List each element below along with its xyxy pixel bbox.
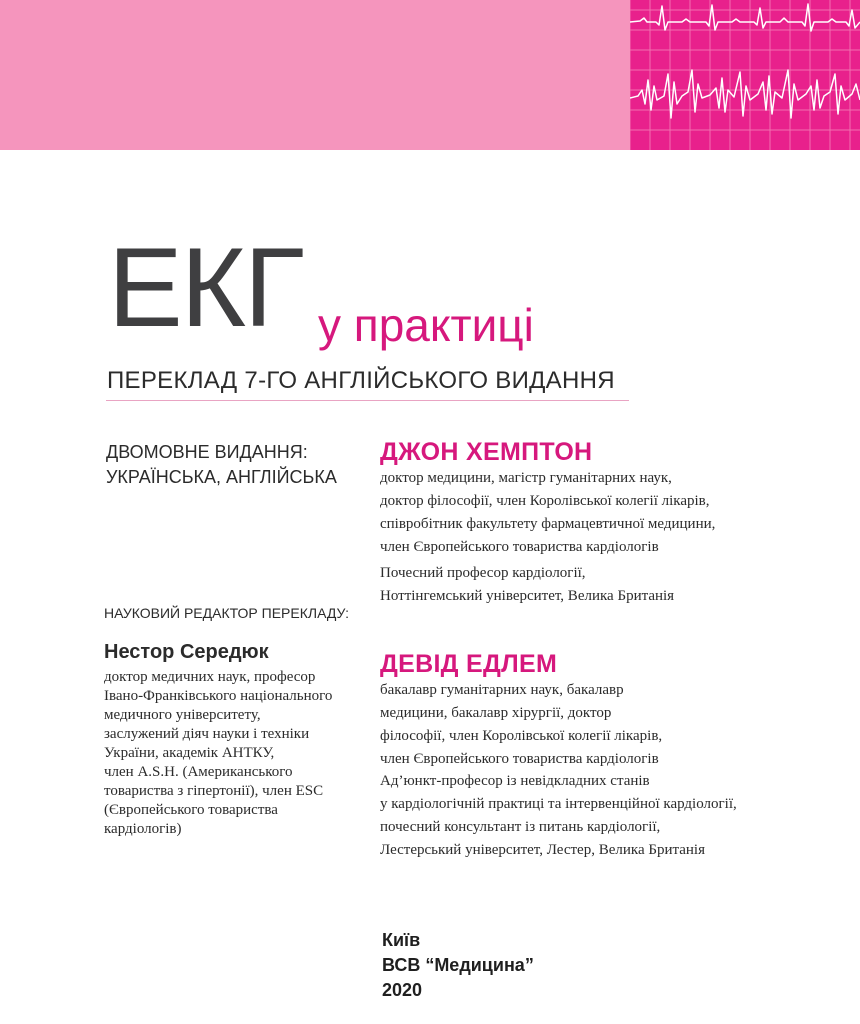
credential-line: доктор філософії, член Королівської колегії лікарів, <box>380 493 710 509</box>
credential-line: медицини, бакалавр хірургії, доктор <box>380 705 612 721</box>
ecg-trace-illustration <box>630 0 860 150</box>
scientific-editor-credentials <box>104 668 384 839</box>
credential-line: (Європейського товариства <box>104 802 278 818</box>
position-line: почесний консультант із питань кардіології, <box>380 819 661 835</box>
credential-line: член Європейського товариства кардіологів <box>380 539 659 555</box>
credential-line: філософії, член Королівської колегії лікарів, <box>380 728 663 744</box>
position-line: Ад’юнкт-професор із невідкладних станів <box>380 773 650 789</box>
credential-line: співробітник факультету фармацевтичної медицини, <box>380 516 716 532</box>
position-line: Ноттінгемський університет, Велика Британія <box>380 588 675 604</box>
position-line: Лестерський університет, Лестер, Велика Британія <box>380 842 705 858</box>
bilingual-line: УКРАЇНСЬКА, АНГЛІЙСЬКА <box>106 467 337 487</box>
credential-line: кардіологів) <box>104 821 182 837</box>
author-position-adlam <box>380 770 820 862</box>
author-name-hampton: ДЖОН ХЕМПТОН <box>380 438 593 466</box>
author-credentials-adlam <box>380 679 820 771</box>
publisher-name: ВСВ “Медицина” <box>382 955 534 975</box>
author-credentials-hampton <box>380 467 820 559</box>
credential-line: Івано-Франківського національного <box>104 688 333 704</box>
credential-line: заслужений діяч науки і техніки <box>104 726 310 742</box>
publisher-city: Київ <box>382 930 421 950</box>
publisher-imprint <box>382 928 534 1003</box>
credential-line: доктор медичних наук, професор <box>104 669 316 685</box>
credential-line: бакалавр гуманітарних наук, бакалавр <box>380 682 624 698</box>
book-title-subtitle: у практиці <box>318 299 534 351</box>
edition-subtitle: ПЕРЕКЛАД 7-ГО АНГЛІЙСЬКОГО ВИДАННЯ <box>107 367 615 394</box>
publication-year: 2020 <box>382 980 423 1000</box>
scientific-editor-label: НАУКОВИЙ РЕДАКТОР ПЕРЕКЛАДУ: <box>104 605 349 621</box>
credential-line: товариства з гіпертонії), член ESC <box>104 783 324 799</box>
position-line: Почесний професор кардіології, <box>380 565 586 581</box>
position-line: у кардіологічній практиці та інтервенційної кардіології, <box>380 796 737 812</box>
bilingual-line: ДВОМОВНЕ ВИДАННЯ: <box>106 442 308 462</box>
author-position-hampton <box>380 562 820 608</box>
credential-line: член A.S.H. (Американського <box>104 764 293 780</box>
credential-line: України, академік АНТКУ, <box>104 745 275 761</box>
credential-line: медичного університету, <box>104 707 261 723</box>
author-name-adlam: ДЕВІД ЕДЛЕМ <box>380 650 558 678</box>
book-title: ЕКГ <box>108 225 303 350</box>
bilingual-edition-note <box>106 440 337 490</box>
credential-line: член Європейського товариства кардіологів <box>380 751 659 767</box>
title-divider <box>106 400 629 401</box>
scientific-editor-name: Нестор Середюк <box>104 641 269 663</box>
credential-line: доктор медицини, магістр гуманітарних наук, <box>380 470 672 486</box>
